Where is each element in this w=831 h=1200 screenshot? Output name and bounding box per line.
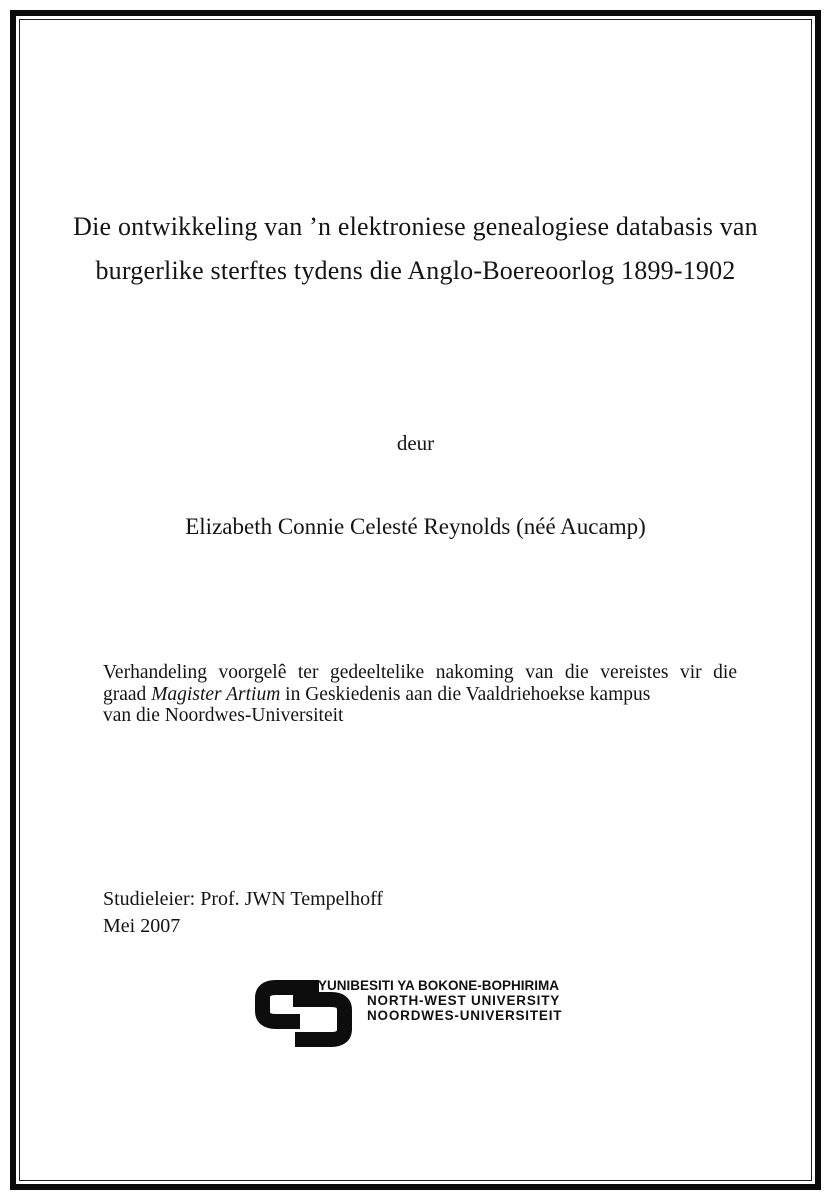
date-line: Mei 2007 [103, 915, 181, 937]
university-logo [255, 978, 585, 1050]
thesis-title-line-2: burgerlike sterftes tydens die Anglo-Boereoorlog 1899-1902 [95, 256, 736, 285]
university-logo-text [318, 978, 562, 1023]
byline-deur: deur [396, 431, 435, 455]
author-name: Elizabeth Connie Celesté Reynolds (néé Aucamp) [185, 514, 646, 539]
logo-text-afrikaans: NOORDWES-UNIVERSITEIT [367, 1008, 563, 1023]
submission-statement [103, 662, 737, 727]
supervisor-and-date [103, 886, 383, 940]
statement-degree-name: Magister Artium [151, 683, 281, 705]
thesis-title-line-1: Die ontwikkeling van ’n elektroniese genealogiese databasis van [73, 212, 758, 241]
statement-line-3: van die Noordwes-Universiteit [103, 705, 344, 726]
thesis-title [60, 205, 771, 293]
supervisor-line: Studieleier: Prof. JWN Tempelhoff [103, 888, 384, 910]
statement-line-2-pre: graad [103, 683, 152, 705]
statement-line-2-post: in Geskiedenis aan die Vaaldriehoekse kampus [280, 683, 651, 705]
logo-text-setswana: YUNIBESITI YA BOKONE-BOPHIRIMA [318, 978, 560, 993]
statement-line-2 [103, 684, 737, 706]
logo-text-english: NORTH-WEST UNIVERSITY [367, 993, 561, 1008]
statement-line-1: Verhandeling voorgelê ter gedeeltelike nakoming van die vereistes vir die [103, 662, 737, 683]
